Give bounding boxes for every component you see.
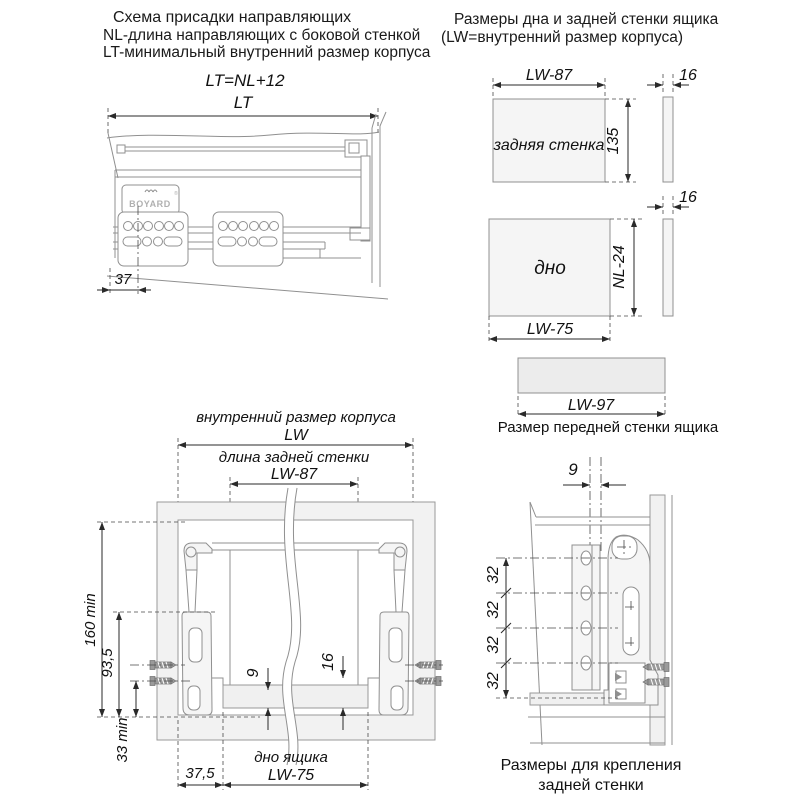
dim-16-back: 16 — [679, 67, 697, 84]
dim-lw75-section: LW-75 — [267, 767, 315, 784]
dim-160min: 160 min — [82, 593, 99, 647]
brand-plate — [122, 185, 179, 214]
dim-33min: 33 min — [114, 717, 131, 763]
front-panel-view — [498, 358, 719, 436]
dim-37-5: 37,5 — [185, 765, 215, 782]
dim-93-5: 93,5 — [99, 648, 116, 678]
brand-logo: BOYARD — [129, 199, 171, 209]
dim-32-2: 32 — [485, 601, 502, 619]
dim-lw97: LW-97 — [567, 397, 615, 414]
panel-dimensions-drawing — [455, 66, 730, 438]
rear-mount-drawing — [478, 445, 720, 800]
slide-rod — [125, 147, 345, 151]
bottom-panel-view — [489, 189, 697, 344]
rear-mount-caption-1: Размеры для крепления — [500, 757, 682, 774]
back-panel-view — [493, 67, 697, 182]
dim-lw: LW — [284, 427, 308, 444]
dim-16-bottom: 16 — [679, 189, 697, 206]
rear-panel-edge — [530, 545, 605, 705]
slide-scheme-drawing — [95, 70, 430, 315]
dim-9-section: 9 — [245, 668, 262, 678]
label-back-length: длина задней стенки — [218, 449, 370, 466]
bottom-panel-edge — [663, 219, 673, 316]
rear-mount-caption-2: задней стенки — [538, 777, 644, 794]
back-panel-edge — [663, 97, 673, 182]
dim-16-section: 16 — [320, 653, 337, 671]
header-left-lt-note: LT-минимальный внутренний размер корпуса — [103, 44, 431, 61]
header-left-title: Схема присадки направляющих — [113, 9, 352, 26]
dim-lw87-section: LW-87 — [270, 466, 318, 483]
dim-lt-formula: LT=NL+12 — [205, 71, 285, 90]
front-panel — [518, 358, 665, 393]
dim-32-3: 32 — [485, 636, 502, 654]
dim-lw87-back: LW-87 — [525, 67, 573, 84]
dim-135: 135 — [605, 127, 622, 155]
dim-37: 37 — [114, 271, 132, 288]
dim-lw75-bottom: LW-75 — [526, 321, 574, 338]
mounting-bracket — [118, 212, 188, 266]
brand-registered-mark: ® — [174, 191, 178, 197]
dim-9-rear: 9 — [568, 460, 578, 479]
bottom-panel-label: дно — [534, 258, 566, 279]
back-panel-label: задняя стенка — [493, 137, 605, 154]
dim-lt: LT — [233, 93, 253, 112]
label-drawer-bottom: дно ящика — [254, 749, 328, 766]
header-right-title: Размеры дна и задней стенки ящика — [454, 11, 719, 28]
dim-nl24: NL-24 — [611, 245, 628, 289]
front-panel-caption: Размер передней стенки ящика — [497, 419, 719, 436]
dim-32-1: 32 — [485, 566, 502, 584]
label-inner-width: внутренний размер корпуса — [196, 409, 396, 426]
cross-section-drawing — [82, 400, 455, 795]
mounting-bracket — [213, 212, 283, 266]
header-right-lw-note: (LW=внутренний размер корпуса) — [441, 28, 684, 46]
header-right — [441, 11, 718, 46]
header-left — [103, 9, 430, 62]
header-left-nl-note: NL-длина направляющих с боковой стенкой — [103, 26, 421, 44]
dim-32-4: 32 — [485, 672, 502, 690]
